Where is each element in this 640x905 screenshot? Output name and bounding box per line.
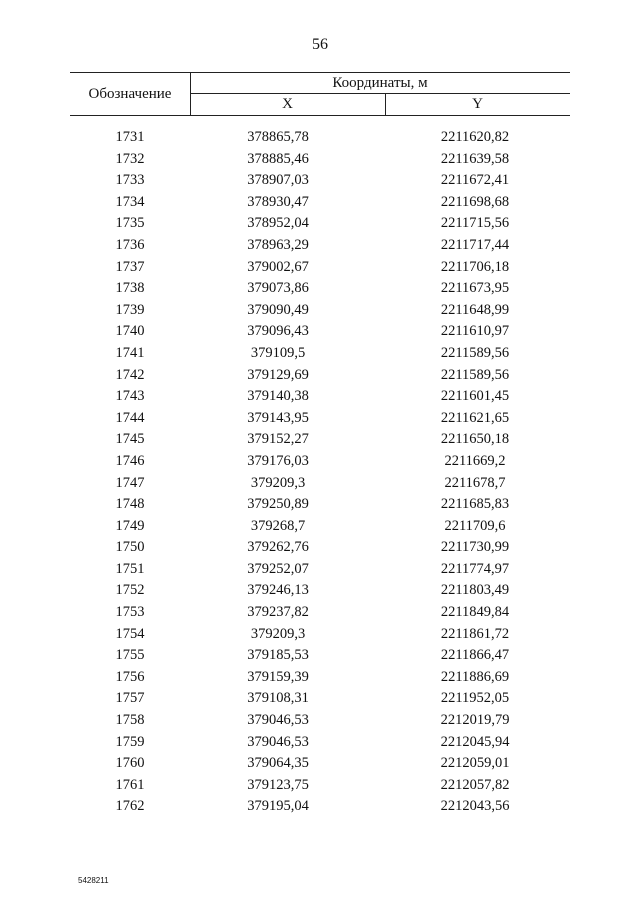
header-mid-rule bbox=[190, 93, 570, 94]
point-id: 1740 bbox=[115, 323, 145, 340]
page-number: 56 bbox=[312, 36, 328, 53]
point-id: 1733 bbox=[115, 172, 145, 189]
table-row bbox=[70, 257, 570, 279]
table-row bbox=[70, 602, 570, 624]
y-coordinate: 2211621,65 bbox=[440, 409, 510, 426]
table-row bbox=[70, 645, 570, 667]
point-id: 1751 bbox=[115, 560, 145, 577]
table-row bbox=[70, 537, 570, 559]
coordinates-header: Координаты, м bbox=[332, 75, 428, 91]
table-row bbox=[70, 796, 570, 818]
y-coordinate: 2211861,72 bbox=[440, 625, 510, 642]
point-id: 1737 bbox=[115, 258, 145, 275]
table-row bbox=[70, 127, 570, 149]
x-coordinate: 379246,13 bbox=[247, 582, 309, 599]
y-coordinate: 2211601,45 bbox=[440, 388, 510, 405]
x-coordinate: 378865,78 bbox=[247, 129, 309, 145]
y-coordinate: 2211672,41 bbox=[440, 172, 510, 189]
y-coordinate: 2211589,56 bbox=[440, 344, 510, 361]
point-id: 1743 bbox=[115, 388, 145, 405]
x-coordinate: 379096,43 bbox=[247, 323, 309, 340]
table-header bbox=[70, 72, 570, 116]
y-coordinate: 2212019,79 bbox=[440, 712, 510, 729]
y-coordinate: 2211650,18 bbox=[440, 431, 510, 448]
table-row bbox=[70, 192, 570, 214]
point-id: 1752 bbox=[115, 582, 145, 599]
x-coordinate: 379176,03 bbox=[247, 452, 309, 469]
x-coordinate: 379159,39 bbox=[247, 668, 309, 685]
point-id: 1759 bbox=[115, 733, 145, 750]
point-id: 1744 bbox=[115, 409, 145, 426]
table-row bbox=[70, 429, 570, 451]
table-row bbox=[70, 473, 570, 495]
table-row bbox=[70, 688, 570, 710]
y-coordinate: 2212043,56 bbox=[440, 798, 510, 815]
x-coordinate: 379140,38 bbox=[247, 388, 309, 405]
point-id: 1750 bbox=[115, 539, 145, 556]
y-column-header: Y bbox=[472, 96, 483, 112]
point-id: 1742 bbox=[115, 366, 145, 383]
point-id: 1745 bbox=[115, 431, 145, 448]
coordinates-table-body bbox=[70, 127, 570, 818]
x-coordinate: 379268,7 bbox=[250, 517, 306, 534]
x-coordinate: 378963,29 bbox=[247, 236, 309, 253]
point-id: 1739 bbox=[115, 301, 145, 318]
y-coordinate: 2211706,18 bbox=[440, 258, 510, 275]
y-coordinate: 2212045,94 bbox=[440, 733, 510, 750]
y-coordinate: 2211952,05 bbox=[440, 690, 510, 707]
x-coordinate: 379129,69 bbox=[247, 366, 309, 383]
y-coordinate: 2211886,69 bbox=[440, 668, 510, 685]
table-row bbox=[70, 170, 570, 192]
x-coordinate: 379252,07 bbox=[247, 560, 309, 577]
table-row bbox=[70, 300, 570, 322]
x-coordinate: 378907,03 bbox=[247, 172, 309, 189]
y-coordinate: 2212059,01 bbox=[440, 755, 510, 772]
table-row bbox=[70, 278, 570, 300]
point-id: 1746 bbox=[115, 452, 145, 469]
x-coordinate: 379090,49 bbox=[247, 301, 309, 318]
x-coordinate: 378952,04 bbox=[247, 215, 309, 232]
y-coordinate: 2211589,56 bbox=[440, 366, 510, 383]
point-id: 1732 bbox=[115, 150, 145, 167]
point-id: 1735 bbox=[115, 215, 145, 232]
x-coordinate: 378885,46 bbox=[247, 150, 309, 167]
y-coordinate: 2211685,83 bbox=[440, 496, 510, 513]
x-coordinate: 379262,76 bbox=[247, 539, 309, 556]
x-coordinate: 379209,3 bbox=[250, 625, 306, 642]
point-id: 1760 bbox=[115, 755, 145, 772]
x-coordinate: 379250,89 bbox=[247, 496, 309, 513]
x-coordinate: 378930,47 bbox=[247, 193, 309, 210]
table-row bbox=[70, 710, 570, 732]
table-row bbox=[70, 753, 570, 775]
table-row bbox=[70, 624, 570, 646]
x-coordinate: 379195,04 bbox=[247, 798, 309, 815]
table-row bbox=[70, 321, 570, 343]
point-id: 1749 bbox=[115, 517, 145, 534]
point-id: 1753 bbox=[115, 604, 145, 621]
x-coordinate: 379209,3 bbox=[250, 474, 306, 491]
table-row bbox=[70, 365, 570, 387]
x-coordinate: 379237,82 bbox=[247, 604, 309, 621]
point-id: 1762 bbox=[115, 798, 145, 815]
y-coordinate: 2211849,84 bbox=[440, 604, 510, 621]
table-row bbox=[70, 408, 570, 430]
y-coordinate: 2211730,99 bbox=[440, 539, 510, 556]
header-bottom-rule bbox=[70, 115, 570, 116]
point-id: 1755 bbox=[115, 647, 145, 664]
y-coordinate: 2211866,47 bbox=[440, 647, 510, 664]
table-row bbox=[70, 235, 570, 257]
point-id: 1754 bbox=[115, 625, 145, 642]
y-coordinate: 2211610,97 bbox=[440, 323, 510, 340]
x-coordinate: 379152,27 bbox=[247, 431, 309, 448]
x-coordinate: 379109,5 bbox=[250, 344, 306, 361]
point-id: 1747 bbox=[115, 474, 145, 491]
table-row bbox=[70, 516, 570, 538]
y-coordinate: 2211639,58 bbox=[440, 150, 510, 167]
table-row bbox=[70, 386, 570, 408]
table-row bbox=[70, 775, 570, 797]
point-id: 1738 bbox=[115, 280, 145, 297]
y-coordinate: 2211669,2 bbox=[444, 452, 506, 469]
y-coordinate: 2211774,97 bbox=[440, 560, 510, 577]
table-row bbox=[70, 213, 570, 235]
y-coordinate: 2212057,82 bbox=[440, 776, 510, 793]
point-id: 1741 bbox=[115, 344, 145, 361]
table-row bbox=[70, 494, 570, 516]
point-id: 1731 bbox=[115, 129, 145, 145]
x-coordinate: 379123,75 bbox=[247, 776, 309, 793]
point-id: 1736 bbox=[115, 236, 145, 253]
x-coordinate: 379064,35 bbox=[247, 755, 309, 772]
point-id: 1756 bbox=[115, 668, 145, 685]
table-row bbox=[70, 343, 570, 365]
table-row bbox=[70, 667, 570, 689]
x-coordinate: 379046,53 bbox=[247, 733, 309, 750]
designation-header: Обозначение bbox=[88, 86, 172, 102]
x-coordinate: 379046,53 bbox=[247, 712, 309, 729]
point-id: 1757 bbox=[115, 690, 145, 707]
y-coordinate: 2211648,99 bbox=[440, 301, 510, 318]
y-coordinate: 2211620,82 bbox=[440, 129, 510, 145]
x-coordinate: 379108,31 bbox=[247, 690, 309, 707]
table-row bbox=[70, 451, 570, 473]
x-coordinate: 379185,53 bbox=[247, 647, 309, 664]
table-row bbox=[70, 580, 570, 602]
table-row bbox=[70, 732, 570, 754]
y-coordinate: 2211678,7 bbox=[444, 474, 506, 491]
x-coordinate: 379002,67 bbox=[247, 258, 309, 275]
point-id: 1734 bbox=[115, 193, 145, 210]
y-coordinate: 2211698,68 bbox=[440, 193, 510, 210]
table-row bbox=[70, 559, 570, 581]
x-column-header: X bbox=[282, 96, 293, 112]
y-coordinate: 2211803,49 bbox=[440, 582, 510, 599]
document-code: 5428211 bbox=[78, 876, 109, 885]
y-coordinate: 2211709,6 bbox=[444, 517, 506, 534]
y-coordinate: 2211715,56 bbox=[440, 215, 510, 232]
header-top-rule bbox=[70, 72, 570, 73]
point-id: 1758 bbox=[115, 712, 145, 729]
x-coordinate: 379073,86 bbox=[247, 280, 309, 297]
point-id: 1761 bbox=[115, 776, 145, 793]
y-coordinate: 2211717,44 bbox=[440, 236, 510, 253]
y-coordinate: 2211673,95 bbox=[440, 280, 510, 297]
table-row bbox=[70, 149, 570, 171]
x-coordinate: 379143,95 bbox=[247, 409, 309, 426]
point-id: 1748 bbox=[115, 496, 145, 513]
